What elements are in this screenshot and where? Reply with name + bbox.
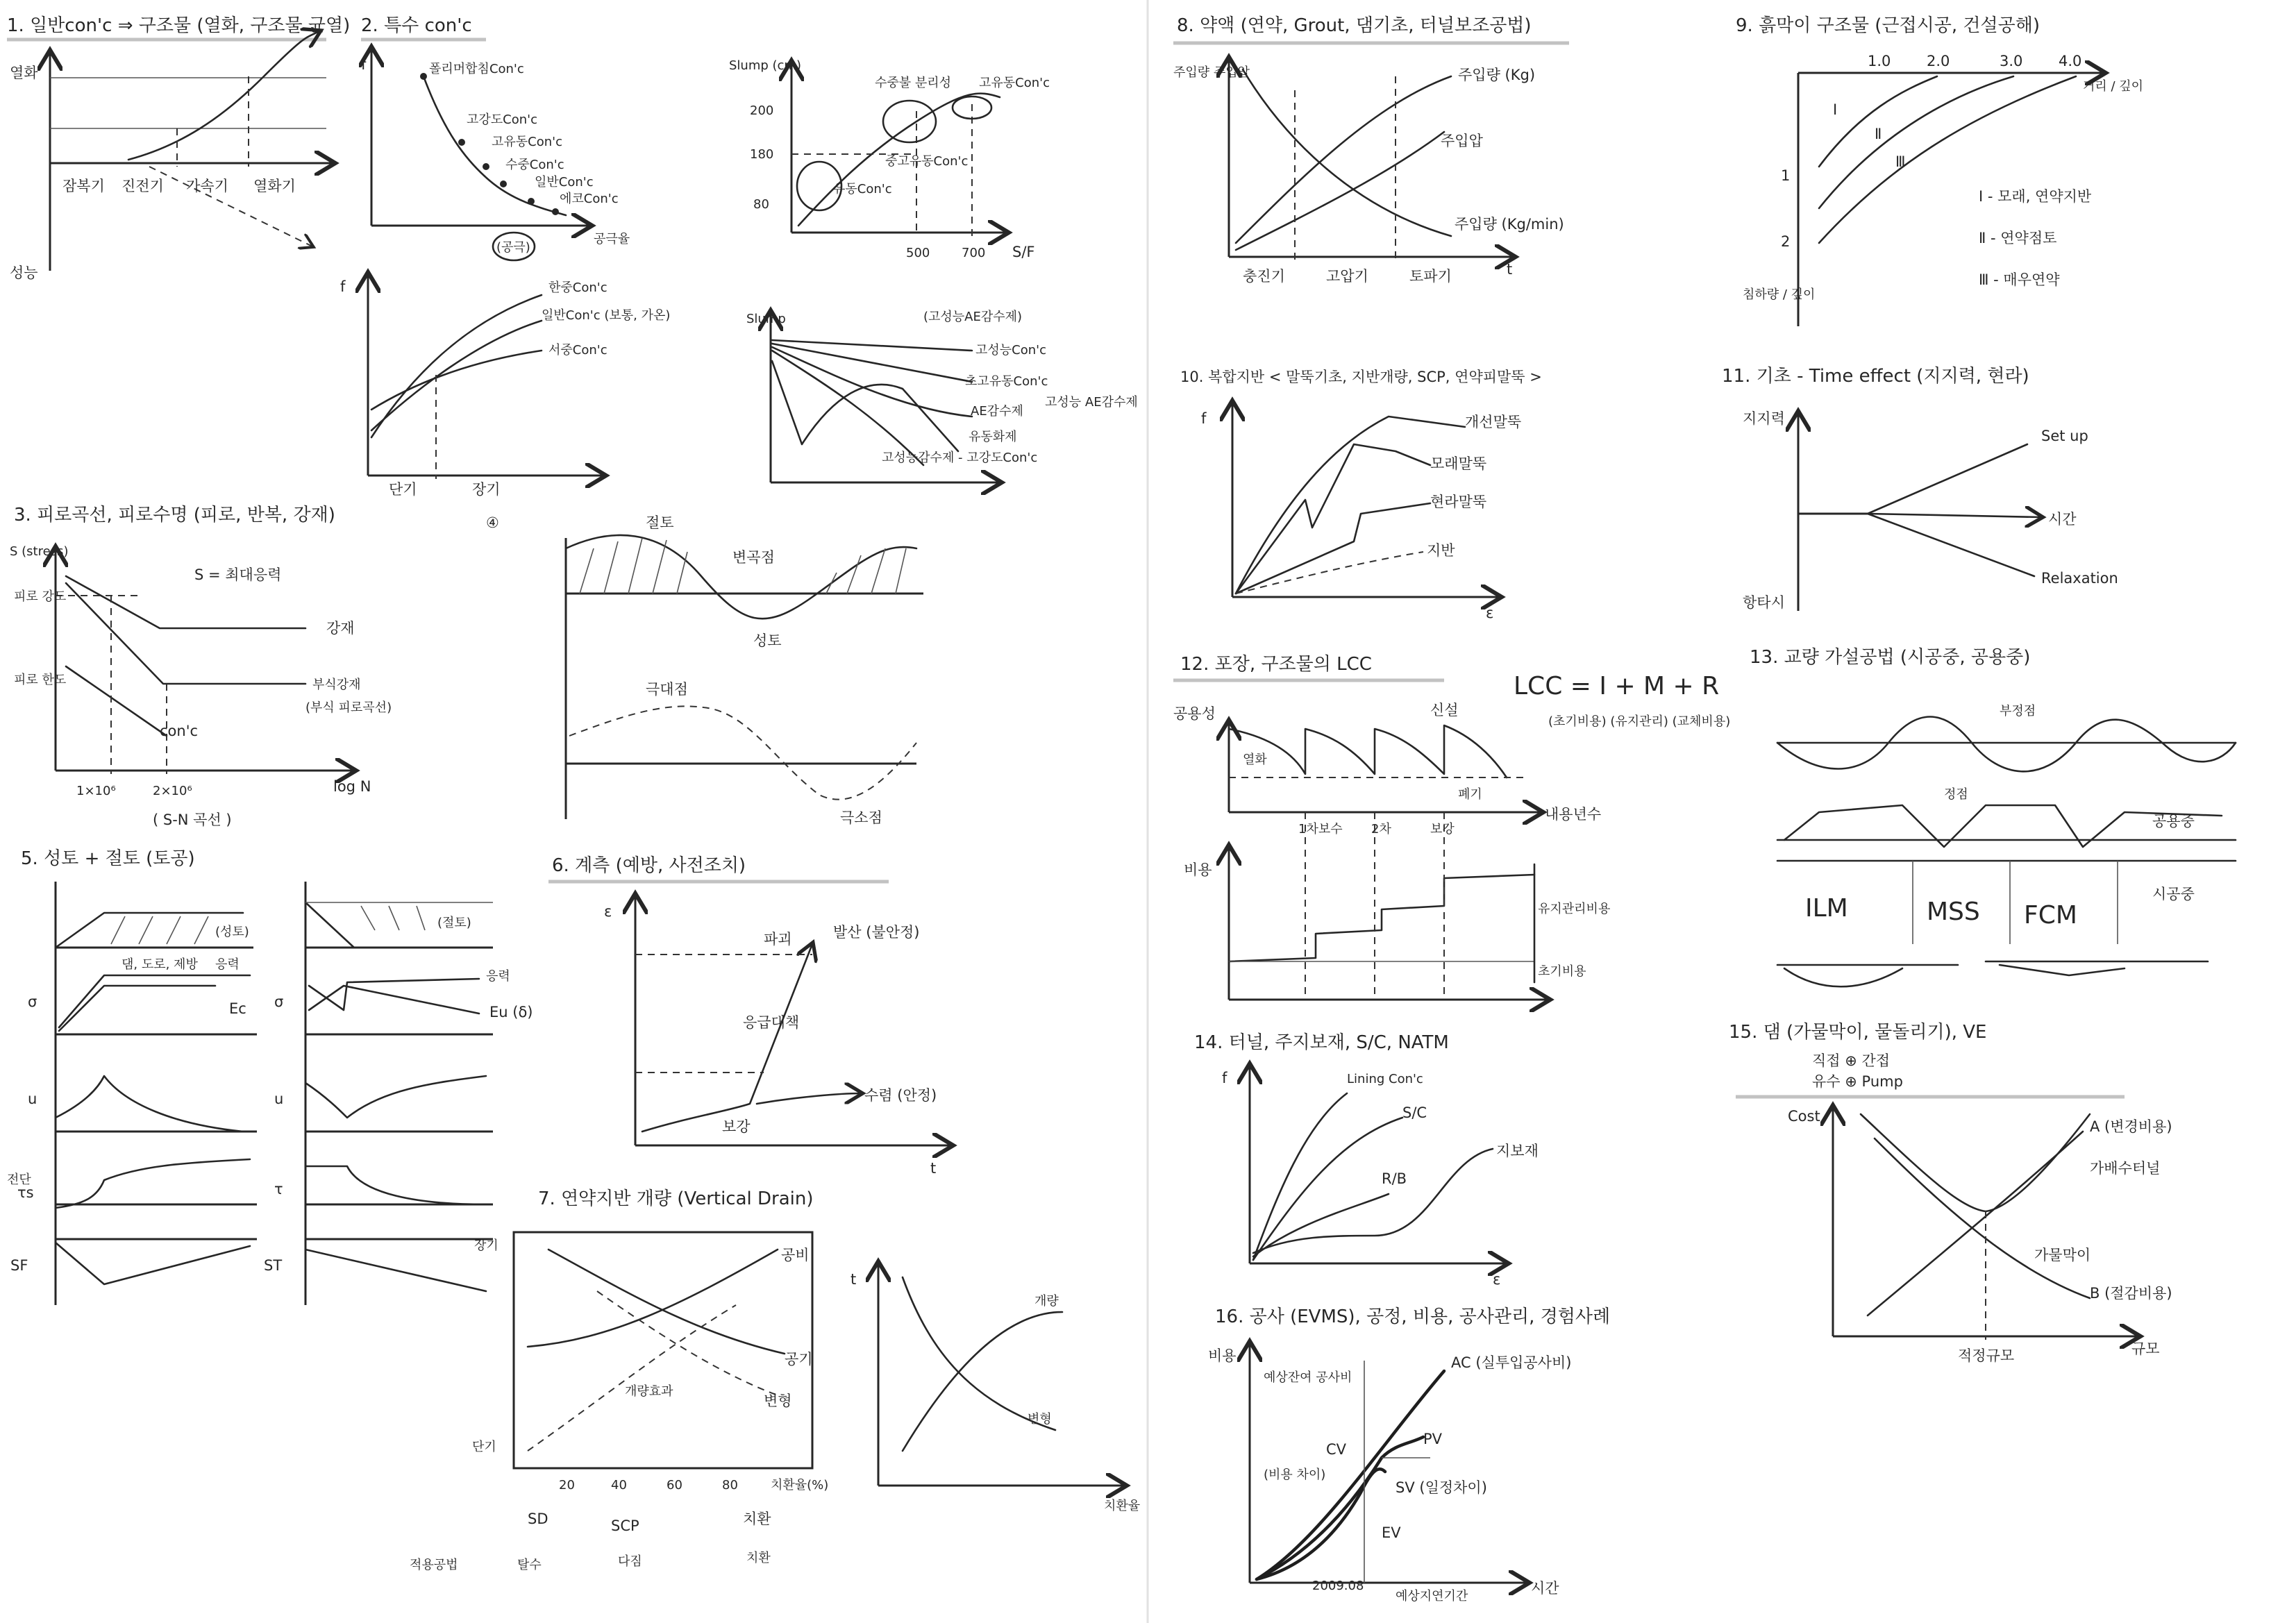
s16-label-cv: CV [1326, 1441, 1347, 1458]
s2c-label-hot: 서중Con'c [548, 343, 607, 358]
s11-label-time: 시간 [2048, 511, 2077, 528]
s7r-curve-1 [903, 1277, 1055, 1430]
s6-label-failure: 파괴 [764, 931, 792, 948]
s9-tick-4: 4.0 [2059, 53, 2082, 69]
s2d-label-5: AE감수제 [971, 404, 1023, 419]
section-10 [1180, 369, 1542, 621]
s2b-label-underwater: 수중불 분리성 [875, 76, 952, 90]
s5-stress-curve-cut [309, 979, 479, 1010]
s12-cost-ylabel: 비용 [1184, 861, 1212, 878]
section-6 [548, 855, 951, 1177]
s4-label-fill: 성토 [753, 632, 782, 649]
s7-method-scp: SCP [611, 1517, 639, 1534]
s8-injection-curve [1236, 76, 1451, 243]
s10-curve-ground [1236, 552, 1423, 594]
s12-label-new: 신설 [1430, 702, 1459, 718]
s4-label-max: 극대점 [646, 681, 688, 698]
s2b-label-mid: 중고유동Con'c [885, 154, 969, 169]
s9-curve-3 [1819, 76, 2076, 243]
s2d-label-2: 고성능Con'c [975, 343, 1046, 358]
s14-label-rb: R/B [1382, 1170, 1407, 1187]
s3-equation: S = 최대응력 [194, 566, 282, 583]
s2c-curve-normal [371, 321, 542, 430]
s3-label-fatigue-strength: 피로 강도 [14, 589, 67, 604]
s3-label-fatigue-limit: 피로 한도 [14, 673, 67, 687]
s15-label-b: B (절감비용) [2090, 1285, 2172, 1302]
s2d-label-6: 유동화제 [969, 430, 1017, 444]
s7-ylabel-short: 단기 [472, 1440, 496, 1454]
s12-x-3: 보강 [1430, 822, 1455, 836]
s2a-label-highstrength: 고강도Con'c [467, 112, 537, 127]
s5-label-ec: Ec [229, 1000, 246, 1017]
s16-label-pv: PV [1423, 1431, 1443, 1447]
s13-title: 13. 교량 가설공법 (시공중, 공용중) [1750, 647, 2031, 668]
s1-stage-1: 잠복기 [62, 178, 105, 194]
section-2 [340, 15, 1138, 531]
s8-ylabel: 주입량 주입압 [1173, 65, 1250, 80]
s6-convergent-curve [757, 1093, 861, 1104]
s3-label-corroded-note: (부식 피로곡선) [305, 700, 392, 715]
s2c-x-long: 장기 [472, 481, 501, 498]
s5-eu-curve [309, 986, 479, 1014]
s2b-label-highflow: 고유동Con'c [979, 76, 1050, 90]
s3-curve-corroded [66, 583, 305, 684]
s16-note-remaining: 예상잔여 공사비 [1264, 1370, 1352, 1385]
s6-title: 6. 계측 (예방, 사전조치) [552, 855, 746, 876]
s5-tau-curve-cut [305, 1166, 486, 1204]
s12-label-initial: 초기비용 [1538, 964, 1586, 979]
s1-title: 1. 일반con'c ⇒ 구조물 (열화, 구조물 균열) [7, 15, 351, 36]
s9-legend-3: Ⅲ - 매우연약 [1979, 271, 2060, 288]
s16-note-costdiff: (비용 차이) [1264, 1468, 1326, 1482]
section-16 [1208, 1306, 1610, 1604]
s2a-xlabel: 공극율 [594, 232, 630, 246]
s6-label-divergence: 발산 (불안정) [833, 924, 920, 941]
s5-label-eu: Eu (δ) [489, 1004, 533, 1020]
s14-title: 14. 터널, 주지보재, S/C, NATM [1194, 1032, 1449, 1053]
s13-label-pos: 정점 [1944, 787, 1968, 802]
s7-title: 7. 연약지반 개량 (Vertical Drain) [538, 1188, 814, 1209]
s13-method-mss: MSS [1927, 898, 1980, 926]
s2c-x-short: 단기 [389, 481, 417, 498]
s10-curve-gravel [1236, 503, 1430, 594]
s3-label-corroded: 부식강재 [312, 678, 361, 692]
s5-u-curve [56, 1076, 243, 1132]
section-9 [1736, 15, 2143, 326]
section-3 [10, 505, 392, 828]
s9-tick-1: 1.0 [1868, 53, 1891, 69]
s5-sf-curve [56, 1243, 250, 1284]
s7-label-duration: 공기 [785, 1351, 813, 1368]
s11-setup-line [1868, 444, 2027, 514]
s11-ylabel-top: 지지력 [1743, 410, 1785, 427]
s4-ground-profile [566, 535, 916, 619]
s15-curve-a [1868, 1132, 2083, 1315]
s5-u-curve-cut [305, 1076, 486, 1118]
s11-title: 11. 기초 - Time effect (지지력, 현라) [1722, 366, 2029, 387]
s2c-label-cold: 한중Con'c [548, 280, 607, 295]
section-11 [1722, 366, 2118, 611]
section-12 [1173, 654, 1730, 1000]
s2a-ylabel: f [361, 56, 367, 73]
section-7 [410, 1188, 1140, 1572]
s5-label-fill: (성토) [215, 925, 249, 939]
s2a-label-highflow: 고유동Con'c [492, 135, 562, 149]
s5-label-stress: 응력 [215, 957, 240, 972]
s8-label-injection: 주입량 (Kg) [1458, 67, 1536, 83]
s5-row-st: ST [264, 1257, 283, 1274]
s7-xlabel: 치환율(%) [771, 1478, 829, 1492]
s7-label-cost: 공비 [781, 1247, 810, 1263]
s14-label-sc: S/C [1402, 1104, 1427, 1121]
s1-ylabel-bottom: 성능 [10, 264, 38, 281]
s4-label-inflection: 변곡점 [732, 549, 775, 566]
s2c-label-normal: 일반Con'c (보통, 가온) [542, 308, 671, 323]
s14-curve-lining [1253, 1093, 1347, 1260]
s5-label-stress-cut: 응력 [486, 969, 510, 984]
s3-xlabel: log N [333, 778, 371, 795]
s3-caption: ( S-N 곡선 ) [153, 812, 232, 828]
s7-tick-80: 80 [722, 1478, 738, 1492]
s14-curve-rb [1253, 1194, 1389, 1256]
s12-label-deterioration: 열화 [1243, 752, 1267, 767]
s2c-ylabel: f [340, 278, 346, 295]
s1-stage-2: 진전기 [121, 178, 164, 194]
s10-label-2: 모래말뚝 [1430, 455, 1487, 472]
s7-ylabel-long: 장기 [474, 1238, 498, 1253]
s7r-label-2: 변형 [1028, 1412, 1052, 1427]
s9-label-3: Ⅲ [1895, 153, 1906, 170]
s5-st-curve [305, 1250, 486, 1291]
s7-effect-curve [528, 1305, 736, 1451]
s16-label-date: 2009.08 [1312, 1579, 1364, 1593]
s8-label-pressure: 주입압 [1441, 133, 1483, 149]
s3-curve-concrete [66, 666, 167, 736]
s6-ylabel: ε [604, 903, 612, 920]
s12-x-1: 1차보수 [1298, 822, 1343, 836]
s12-title: 12. 포장, 구조물의 LCC [1180, 654, 1372, 675]
s9-legend-2: Ⅱ - 연약점토 [1979, 230, 2057, 246]
s2d-label-3: 초고유동Con'c [965, 374, 1048, 389]
s2a-label-normal: 일반Con'c [535, 175, 594, 190]
s5-label-cut: (절토) [437, 916, 471, 930]
section-14 [1194, 1032, 1539, 1288]
s13-label-construction: 시공중 [2152, 886, 2195, 902]
s2b-tick-700: 700 [962, 246, 986, 260]
s5-ec-curve [59, 986, 215, 1031]
s9-tick-2: 2.0 [1927, 53, 1950, 69]
s7r-ylabel: t [850, 1271, 857, 1288]
s8-x-3: 토파기 [1409, 268, 1452, 285]
s9-ylabel: 침하량 / 깊이 [1743, 287, 1816, 302]
s8-x-2: 고압기 [1326, 268, 1368, 285]
s16-title: 16. 공사 (EVMS), 공정, 비용, 공사관리, 경험사례 [1215, 1306, 1611, 1327]
s12-label-maintenance: 유지관리비용 [1538, 902, 1611, 916]
s12-cost-curve [1229, 875, 1534, 961]
s6-xlabel: t [930, 1160, 937, 1177]
s13-method-fcm: FCM [2024, 901, 2077, 930]
s11-ylabel-bottom: 항타시 [1743, 594, 1785, 611]
s11-time-line [1868, 514, 2041, 517]
s16-xlabel: 시간 [1531, 1580, 1559, 1597]
s15-title: 15. 댐 (가물막이, 물돌리기), VE [1729, 1022, 1987, 1043]
s7-tick-20: 20 [559, 1478, 575, 1492]
s6-divergent-curve [642, 944, 812, 1132]
s12-equation: LCC = I + M + R [1514, 672, 1720, 700]
s11-label-setup: Set up [2041, 428, 2088, 444]
s9-label-2: Ⅱ [1875, 126, 1882, 142]
s11-relaxation-line [1868, 514, 2034, 576]
s15-label-a: A (변경비용) [2090, 1118, 2172, 1135]
s1-stage-4: 열화기 [253, 178, 296, 194]
s5-row-sigma-cut: σ [274, 993, 284, 1010]
s13-moment-line-1 [1777, 717, 2236, 772]
s13-method-ilm: ILM [1805, 894, 1848, 923]
s15-key-1: 직접 ⊕ 간접 [1812, 1052, 1891, 1069]
s15-label-cofferdam: 가물막이 [2034, 1247, 2091, 1263]
s7-tick-40: 40 [611, 1478, 627, 1492]
s5-side-label: 전단 [7, 1172, 31, 1187]
s7-method-sd: SD [528, 1511, 548, 1527]
s15-ylabel: Cost [1788, 1108, 1820, 1125]
s10-title: 10. 복합지반 < 말뚝기초, 지반개량, SCP, 연약피말뚝 > [1180, 369, 1542, 385]
section-5 [7, 848, 533, 1305]
s10-label-3: 현라말뚝 [1430, 494, 1487, 510]
s1-ylabel-top: 열화 [10, 65, 38, 81]
s12-performance-curve [1229, 725, 1507, 777]
s8-rate-curve [1243, 69, 1451, 236]
s8-xlabel: t [1507, 261, 1513, 278]
section-13 [1750, 647, 2236, 986]
s9-label-1: Ⅰ [1833, 101, 1838, 118]
s4-mass-curve [569, 706, 916, 799]
s15-total-curve [1861, 1114, 2090, 1211]
section-1 [7, 15, 350, 281]
s3-tick-2e6: 2×10⁶ [153, 784, 192, 798]
s7-tick-60: 60 [667, 1478, 682, 1492]
s6-label-reinforce: 보강 [722, 1118, 751, 1135]
s2d-label-1: (고성능AE감수제) [923, 310, 1023, 324]
s4-label-cut: 절토 [646, 514, 674, 531]
s6-label-emergency: 응급대책 [743, 1014, 800, 1031]
s15-key-2: 유수 ⊕ Pump [1812, 1073, 1903, 1090]
s2a-mark: (공극) [496, 240, 530, 255]
s5-title: 5. 성토 + 절토 (토공) [21, 848, 195, 869]
s14-curve-support [1253, 1149, 1493, 1253]
s11-label-relaxation: Relaxation [2041, 570, 2118, 587]
s7-method-drain: 탈수 [517, 1558, 542, 1572]
s4-label-min: 극소점 [840, 809, 882, 826]
s10-label-1: 개선말뚝 [1465, 414, 1522, 430]
s7-method-replace-2: 치환 [746, 1551, 771, 1565]
s7-deformation-curve [597, 1291, 778, 1395]
s10-ylabel: f [1201, 410, 1207, 427]
s9-title: 9. 흙막이 구조물 (근접시공, 건설공해) [1736, 15, 2041, 36]
s9-ytick-2: 2 [1781, 233, 1791, 250]
s1-deterioration-curve [128, 31, 319, 160]
s12-label-dispose: 폐기 [1458, 787, 1482, 802]
s9-ytick-1: 1 [1781, 167, 1791, 184]
s16-label-ac: AC (실투입공사비) [1451, 1354, 1572, 1371]
s2-title: 2. 특수 con'c [361, 15, 472, 36]
s12-ylabel: 공용성 [1173, 705, 1216, 722]
s3-label-concrete: con'c [160, 723, 199, 739]
s7-method-replace: 치환 [743, 1511, 771, 1527]
s9-xlabel: 거리 / 깊이 [2083, 79, 2144, 94]
s6-label-converge: 수렴 (안정) [864, 1087, 937, 1104]
s13-label-neg: 부정점 [2000, 704, 2036, 718]
s15-label-optimum: 적정규모 [1958, 1347, 2015, 1364]
s2b-label-flow: 유동Con'c [833, 182, 892, 196]
s1-stage-3: 가속기 [186, 178, 228, 194]
s2b-tick-500: 500 [906, 246, 930, 260]
s2b-tick-80: 80 [753, 197, 769, 212]
s5-row-u-cut: u [274, 1091, 284, 1107]
s3-tick-1e6: 1×10⁶ [76, 784, 116, 798]
section-8 [1173, 15, 1569, 285]
s5-annotation: 댐, 도로, 제방 [121, 957, 198, 972]
section-15 [1729, 1022, 2172, 1364]
s2b-ylabel: Slump (cm) [729, 58, 801, 73]
s14-ylabel: f [1222, 1070, 1227, 1086]
s14-xlabel: ε [1493, 1271, 1501, 1288]
s13-label-inuse: 공용중 [2152, 813, 2195, 830]
s12-x-2: 2차 [1371, 822, 1391, 836]
s3-ylabel: S (stress) [10, 544, 69, 559]
s7r-xlabel: 치환율 [1104, 1499, 1141, 1513]
s14-label-lining: Lining Con'c [1347, 1072, 1423, 1086]
s5-row-tau-cut: τ [274, 1181, 283, 1197]
s3-label-steel: 강재 [326, 620, 355, 637]
s5-row-u: u [28, 1091, 37, 1107]
s2a-label-underwater: 수중Con'c [505, 158, 564, 172]
s9-tick-3: 3.0 [2000, 53, 2023, 69]
s2d-label-4: 고성능 AE감수제 [1045, 395, 1138, 410]
s10-xlabel: ε [1486, 605, 1494, 621]
s7-method-compact: 다짐 [618, 1554, 642, 1569]
s5-row-sigma: σ [28, 993, 37, 1010]
s2a-label-polymer: 폴리머합침Con'c [429, 62, 524, 76]
s2d-ylabel: Slump [746, 312, 786, 326]
s14-curve-sc [1253, 1118, 1402, 1260]
s2b-tick-180: 180 [750, 147, 774, 162]
s7r-curve-2 [903, 1312, 1062, 1451]
s2b-tick-200: 200 [750, 103, 774, 118]
s7-method-label: 적용공법 [410, 1558, 458, 1572]
s15-xlabel: 규모 [2131, 1340, 2160, 1357]
s5-row-tau: τs [17, 1184, 34, 1201]
s10-label-4: 지반 [1427, 542, 1455, 559]
s9-curve-1 [1819, 76, 1937, 167]
s16-label-delay: 예상지연기간 [1396, 1589, 1468, 1604]
s2d-label-7: 고성능감수제 - 고강도Con'c [882, 451, 1038, 465]
s7-cost-curve [528, 1250, 778, 1347]
s2d-curve-ae [772, 347, 972, 417]
s3-title: 3. 피로곡선, 피로수명 (피로, 반복, 강재) [14, 505, 335, 525]
s2a-label-eco: 에코Con'c [560, 192, 619, 206]
s7r-label-1: 개량 [1034, 1294, 1059, 1309]
s16-ylabel: 비용 [1208, 1347, 1237, 1364]
s16-label-ev: EV [1382, 1524, 1401, 1541]
s14-label-support: 지보재 [1496, 1143, 1539, 1159]
s10-curve-sand [1236, 444, 1430, 594]
s2b-xlabel: S/F [1012, 244, 1035, 260]
s8-pressure-curve [1236, 132, 1444, 250]
section-4 [566, 514, 923, 826]
s7-label-deformation: 변형 [764, 1393, 792, 1409]
s12-equation-sub: (초기비용) (유지관리) (교체비용) [1548, 714, 1731, 729]
s2c-circle-mark: ④ [486, 514, 499, 531]
s15-label-tunnel: 가배수터널 [2090, 1160, 2161, 1177]
s5-row-sf: SF [10, 1257, 28, 1274]
s12-xlabel: 내용년수 [1545, 806, 1602, 823]
s16-label-sv: SV (일정차이) [1396, 1479, 1487, 1496]
s5-tau-curve [56, 1159, 250, 1208]
s8-label-rate: 주입량 (Kg/min) [1455, 216, 1564, 233]
s9-legend-1: Ⅰ - 모래, 연약지반 [1979, 188, 2092, 205]
s8-x-1: 충진기 [1243, 268, 1285, 285]
s7-label-effect: 개량효과 [625, 1384, 673, 1399]
s2c-curve-cold [371, 295, 542, 437]
s8-title: 8. 약액 (연약, Grout, 댐기초, 터널보조공법) [1177, 15, 1532, 36]
